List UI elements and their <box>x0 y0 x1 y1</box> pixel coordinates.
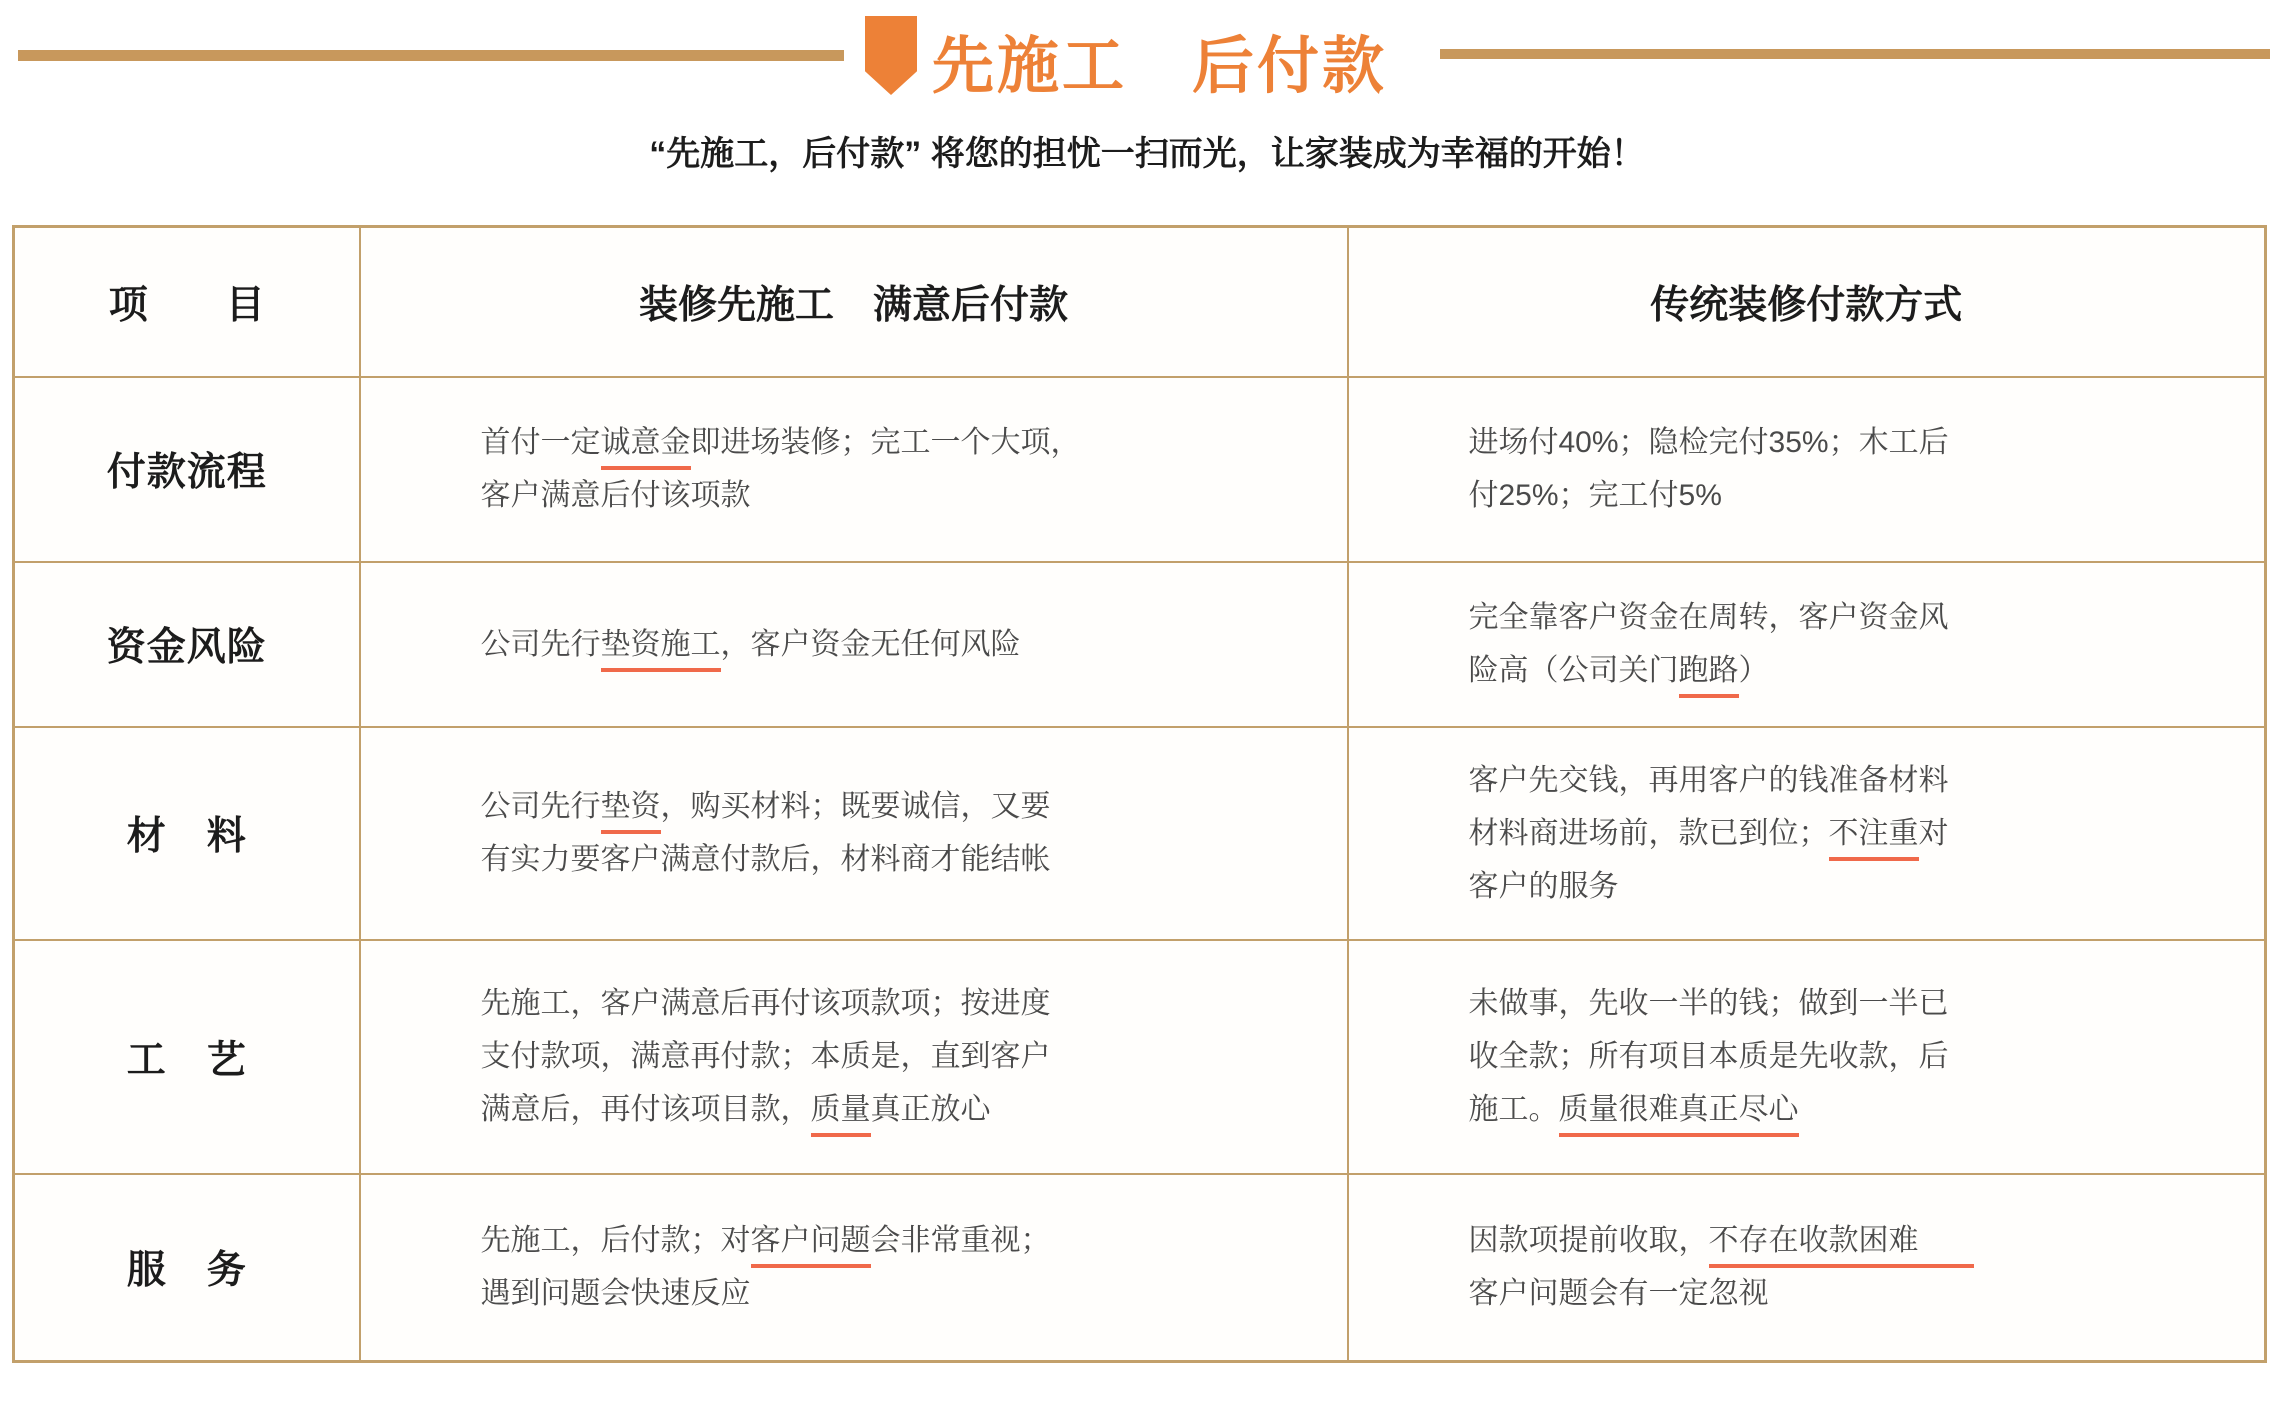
table-row <box>14 727 2266 940</box>
text-line <box>1469 1267 2245 1320</box>
table-row <box>14 377 2266 562</box>
text-segment: 未做事，先收一半的钱；做到一半已 <box>1468 987 1949 1020</box>
traditional-cell <box>1348 727 2266 940</box>
text-segment: 施工。 <box>1468 1093 1559 1126</box>
traditional-cell <box>1348 940 2266 1174</box>
underlined-text: 跑路 <box>1679 654 1739 698</box>
text-line <box>1469 1214 2245 1267</box>
text-line <box>481 780 1327 833</box>
text-segment: 公司先行 <box>480 790 601 823</box>
underlined-text: 垫资施工 <box>601 628 721 672</box>
row-label: 工 艺 <box>14 940 360 1174</box>
text-segment: 材料商进场前，款已到位； <box>1468 816 1829 850</box>
text-line <box>481 416 1327 469</box>
underlined-text: 质量 <box>811 1093 871 1137</box>
comparison-table <box>12 225 2267 1363</box>
text-line <box>1469 860 2245 913</box>
page-title: 先施工 后付款 <box>932 32 1388 101</box>
text-segment: 真正放心 <box>870 1093 991 1126</box>
row-label: 服 务 <box>14 1174 360 1362</box>
text-segment: ） <box>1738 654 1769 687</box>
ours-cell <box>360 562 1348 727</box>
ours-cell <box>360 377 1348 562</box>
ours-cell <box>360 940 1348 1174</box>
row-label: 付款流程 <box>14 377 360 562</box>
page-subtitle: “先施工，后付款” 将您的担忧一扫而光，让家装成为幸福的开始！ <box>649 135 1645 173</box>
title-divider-right <box>1440 49 2270 59</box>
underlined-text: 诚意金 <box>601 426 691 470</box>
traditional-cell <box>1348 562 2266 727</box>
row-label: 资金风险 <box>14 562 360 727</box>
text-line <box>1469 1083 2245 1136</box>
text-line <box>1469 1030 2245 1083</box>
table-row <box>14 1174 2266 1362</box>
col-header-traditional: 传统装修付款方式 <box>1348 227 2266 377</box>
text-line <box>481 469 1327 522</box>
text-line <box>1469 591 2245 644</box>
text-segment: 公司先行 <box>480 627 601 661</box>
traditional-cell <box>1348 377 2266 562</box>
text-segment: 客户先交钱，再用客户的钱准备材料 <box>1468 763 1949 797</box>
text-line <box>1469 644 2245 697</box>
text-line <box>1469 977 2245 1030</box>
text-line <box>481 618 1327 671</box>
text-segment: 险高（公司关门 <box>1468 654 1679 687</box>
text-line <box>481 1083 1327 1136</box>
bookmark-icon <box>865 16 917 95</box>
text-segment: ，客户资金无任何风险 <box>720 627 1021 661</box>
text-segment: ，购买材料；既要诚信，又要 <box>660 790 1051 823</box>
col-header-ours: 装修先施工 满意后付款 <box>360 227 1348 377</box>
table-row <box>14 940 2266 1174</box>
table-row <box>14 562 2266 727</box>
traditional-cell <box>1348 1174 2266 1362</box>
text-line <box>481 977 1327 1030</box>
text-segment: 会非常重视； <box>870 1224 1051 1258</box>
text-line <box>481 1267 1327 1320</box>
top-banner <box>0 0 2294 225</box>
text-line <box>481 833 1327 886</box>
text-segment: 遇到问题会快速反应 <box>480 1277 751 1311</box>
text-segment: 首付一定 <box>480 426 601 459</box>
text-segment: 先施工，客户满意后再付该项款项；按进度 <box>480 987 1051 1020</box>
row-label: 材 料 <box>14 727 360 940</box>
ours-cell <box>360 727 1348 940</box>
underlined-text: 客户问题 <box>751 1224 871 1268</box>
text-segment: 完全靠客户资金在周转，客户资金风 <box>1468 601 1949 634</box>
text-line <box>481 1214 1327 1267</box>
text-segment: 对 <box>1918 816 1949 850</box>
text-segment: 客户问题会有一定忽视 <box>1468 1277 1769 1311</box>
text-segment: 满意后，再付该项目款， <box>480 1093 811 1126</box>
text-line <box>1469 469 2245 522</box>
text-segment: 支付款项，满意再付款；本质是，直到客户 <box>480 1040 1051 1073</box>
table-header-row <box>14 227 2266 377</box>
text-line <box>1469 416 2245 469</box>
comparison-table-body <box>14 377 2266 1362</box>
title-divider-left <box>18 50 844 61</box>
text-line <box>481 1030 1327 1083</box>
text-segment: 进场付40%；隐检完付35%；木工后 <box>1468 426 1949 459</box>
text-segment: 收全款；所有项目本质是先收款，后 <box>1468 1040 1949 1073</box>
text-line <box>1469 754 2245 807</box>
underlined-text: 垫资 <box>601 790 661 834</box>
underlined-text: 质量很难真正尽心 <box>1559 1093 1799 1137</box>
text-segment: 客户的服务 <box>1468 869 1619 903</box>
text-segment: 有实力要客户满意付款后，材料商才能结帐 <box>480 843 1051 876</box>
text-segment: 客户满意后付该项款 <box>480 479 751 512</box>
underlined-text: 不存在收款困难 <box>1709 1224 1974 1268</box>
underlined-text: 不注重 <box>1829 817 1919 861</box>
text-segment: 先施工，后付款；对 <box>480 1224 751 1258</box>
text-segment: 付25%；完工付5% <box>1468 479 1722 512</box>
ours-cell <box>360 1174 1348 1362</box>
text-segment: 因款项提前收取， <box>1468 1224 1709 1258</box>
text-segment: 即进场装修；完工一个大项， <box>690 426 1081 459</box>
text-line <box>1469 807 2245 860</box>
col-header-item: 项 目 <box>14 227 360 377</box>
